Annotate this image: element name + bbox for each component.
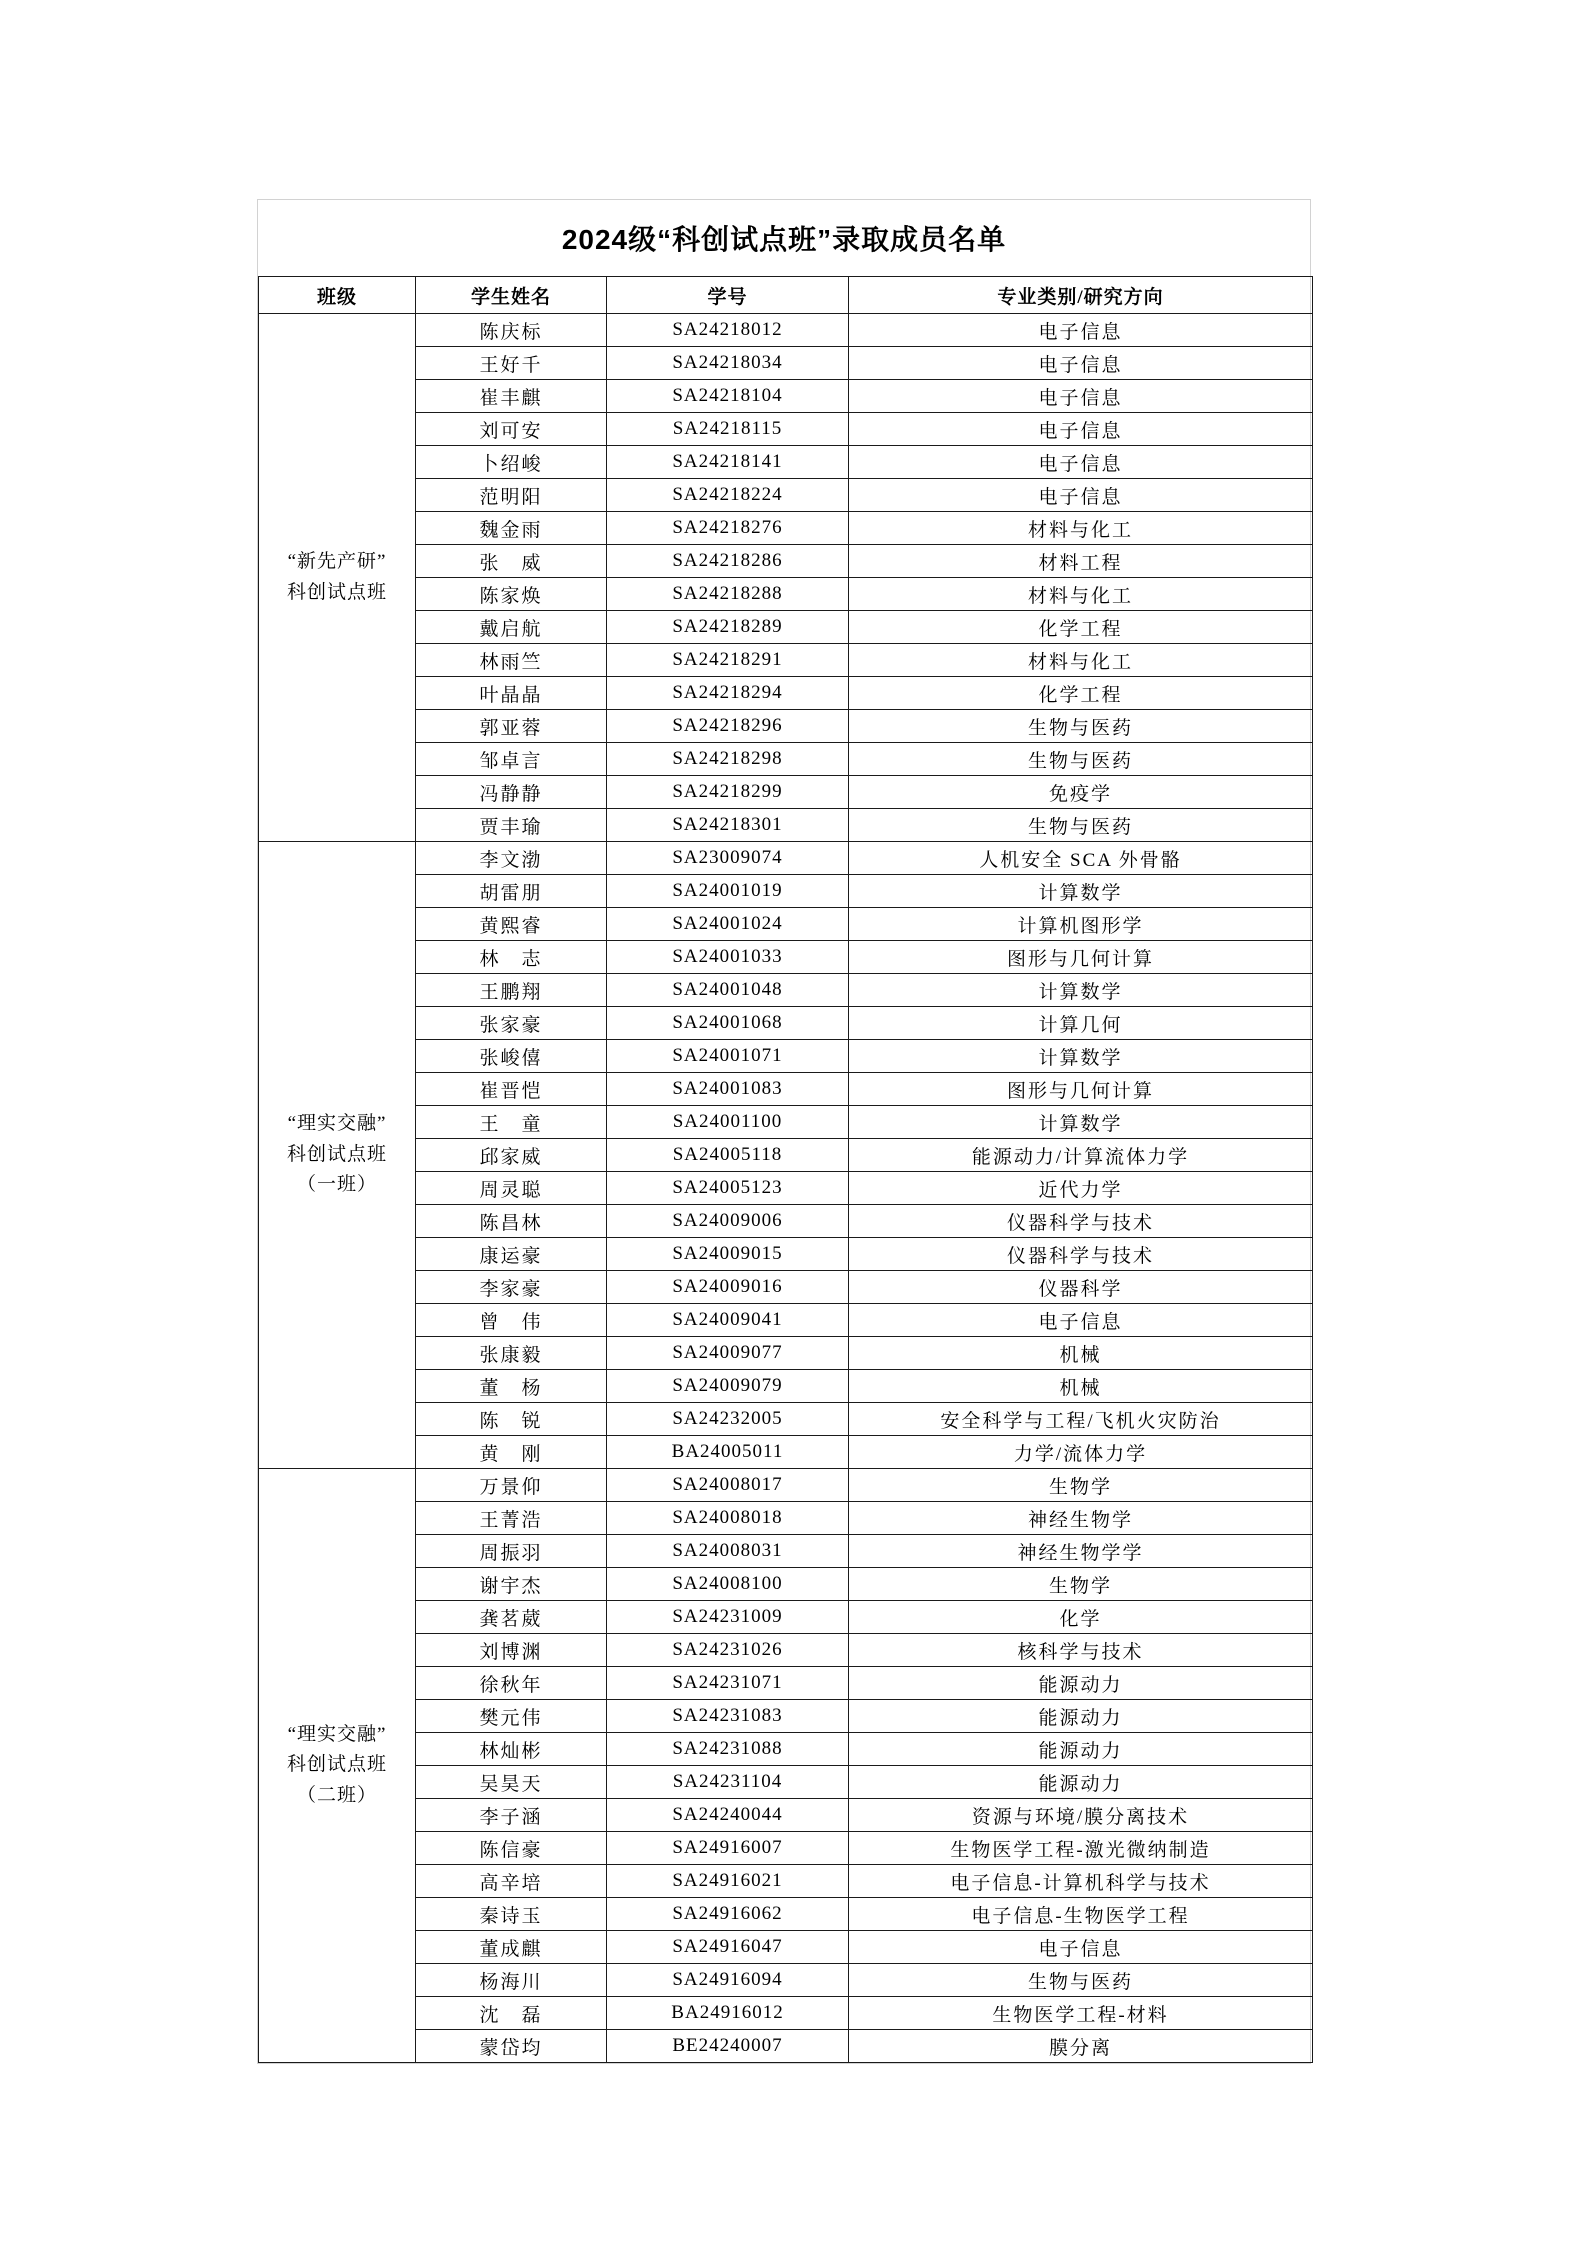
- table-body: [259, 314, 1313, 2063]
- student-id-cell: SA24218298: [607, 743, 849, 776]
- student-name-cell: 冯静静: [416, 776, 607, 809]
- table-row: [259, 479, 1313, 512]
- table-row: [259, 710, 1313, 743]
- student-id-cell: SA24001068: [607, 1007, 849, 1040]
- student-name-cell: 杨海川: [416, 1964, 607, 1997]
- student-id-cell: SA24009077: [607, 1337, 849, 1370]
- student-id-cell: SA24001071: [607, 1040, 849, 1073]
- table-row: [259, 677, 1313, 710]
- student-id-cell: SA24218286: [607, 545, 849, 578]
- major-cell: 力学/流体力学: [849, 1436, 1313, 1469]
- student-name-cell: 曾 伟: [416, 1304, 607, 1337]
- student-name-cell: 周灵聪: [416, 1172, 607, 1205]
- student-name-cell: 蒙岱均: [416, 2030, 607, 2063]
- table-row: [259, 776, 1313, 809]
- student-id-cell: SA24218034: [607, 347, 849, 380]
- table-row: [259, 545, 1313, 578]
- major-cell: 材料与化工: [849, 644, 1313, 677]
- major-cell: 机械: [849, 1370, 1313, 1403]
- major-cell: 电子信息: [849, 413, 1313, 446]
- student-name-cell: 王鹏翔: [416, 974, 607, 1007]
- major-cell: 电子信息-生物医学工程: [849, 1898, 1313, 1931]
- major-cell: 电子信息: [849, 479, 1313, 512]
- student-id-cell: BE24240007: [607, 2030, 849, 2063]
- student-id-cell: SA24008017: [607, 1469, 849, 1502]
- major-cell: 生物医学工程-材料: [849, 1997, 1313, 2030]
- major-cell: 仪器科学: [849, 1271, 1313, 1304]
- student-id-cell: SA24001019: [607, 875, 849, 908]
- major-cell: 免疫学: [849, 776, 1313, 809]
- student-name-cell: 秦诗玉: [416, 1898, 607, 1931]
- major-cell: 化学工程: [849, 611, 1313, 644]
- student-id-cell: SA24232005: [607, 1403, 849, 1436]
- student-id-cell: SA24009016: [607, 1271, 849, 1304]
- table-row: [259, 1139, 1313, 1172]
- student-name-cell: 高辛培: [416, 1865, 607, 1898]
- table-row: [259, 578, 1313, 611]
- student-name-cell: 邱家威: [416, 1139, 607, 1172]
- major-cell: 生物与医药: [849, 809, 1313, 842]
- table-row: [259, 413, 1313, 446]
- student-name-cell: 张峻僖: [416, 1040, 607, 1073]
- header-cell: 学号: [607, 277, 849, 314]
- table-row: [259, 1898, 1313, 1931]
- table-row: [259, 1007, 1313, 1040]
- table-row: [259, 1832, 1313, 1865]
- student-name-cell: 李子涵: [416, 1799, 607, 1832]
- student-name-cell: 黄 刚: [416, 1436, 607, 1469]
- table-row: [259, 380, 1313, 413]
- table-row: [259, 1469, 1313, 1502]
- student-id-cell: SA24008100: [607, 1568, 849, 1601]
- major-cell: 化学工程: [849, 677, 1313, 710]
- major-cell: 安全科学与工程/飞机火灾防治: [849, 1403, 1313, 1436]
- major-cell: 化学: [849, 1601, 1313, 1634]
- major-cell: 能源动力: [849, 1733, 1313, 1766]
- major-cell: 图形与几何计算: [849, 1073, 1313, 1106]
- student-name-cell: 徐秋年: [416, 1667, 607, 1700]
- student-name-cell: 董成麒: [416, 1931, 607, 1964]
- major-cell: 生物与医药: [849, 710, 1313, 743]
- major-cell: 图形与几何计算: [849, 941, 1313, 974]
- major-cell: 膜分离: [849, 2030, 1313, 2063]
- student-name-cell: 崔晋恺: [416, 1073, 607, 1106]
- student-id-cell: SA24231088: [607, 1733, 849, 1766]
- student-id-cell: SA24218299: [607, 776, 849, 809]
- student-id-cell: SA24218224: [607, 479, 849, 512]
- major-cell: 电子信息-计算机科学与技术: [849, 1865, 1313, 1898]
- student-id-cell: SA24001033: [607, 941, 849, 974]
- table-row: [259, 743, 1313, 776]
- page-title: 2024级“科创试点班”录取成员名单: [561, 224, 1007, 255]
- student-id-cell: SA24005123: [607, 1172, 849, 1205]
- student-name-cell: 张家豪: [416, 1007, 607, 1040]
- major-cell: 材料工程: [849, 545, 1313, 578]
- header-cell: 专业类别/研究方向: [849, 277, 1313, 314]
- student-name-cell: 龚茗葳: [416, 1601, 607, 1634]
- major-cell: 仪器科学与技术: [849, 1238, 1313, 1271]
- table-row: [259, 809, 1313, 842]
- student-id-cell: SA23009074: [607, 842, 849, 875]
- student-name-cell: 贾丰瑜: [416, 809, 607, 842]
- student-id-cell: SA24008031: [607, 1535, 849, 1568]
- major-cell: 电子信息: [849, 1931, 1313, 1964]
- student-id-cell: SA24009079: [607, 1370, 849, 1403]
- student-name-cell: 谢宇杰: [416, 1568, 607, 1601]
- major-cell: 生物学: [849, 1469, 1313, 1502]
- student-name-cell: 范明阳: [416, 479, 607, 512]
- student-name-cell: 李文渤: [416, 842, 607, 875]
- student-name-cell: 吴昊天: [416, 1766, 607, 1799]
- student-id-cell: SA24009006: [607, 1205, 849, 1238]
- table-row: [259, 1964, 1313, 1997]
- table-row: [259, 1634, 1313, 1667]
- student-name-cell: 崔丰麒: [416, 380, 607, 413]
- header-row: [259, 277, 1313, 314]
- class-label-cell: “理实交融” 科创试点班 （一班）: [259, 842, 416, 1469]
- student-id-cell: SA24009015: [607, 1238, 849, 1271]
- student-id-cell: SA24218104: [607, 380, 849, 413]
- table-row: [259, 347, 1313, 380]
- student-id-cell: SA24916021: [607, 1865, 849, 1898]
- student-id-cell: SA24916062: [607, 1898, 849, 1931]
- class-label-cell: “新先产研” 科创试点班: [259, 314, 416, 842]
- student-name-cell: 王好千: [416, 347, 607, 380]
- student-id-cell: SA24916047: [607, 1931, 849, 1964]
- student-id-cell: SA24218288: [607, 578, 849, 611]
- major-cell: 近代力学: [849, 1172, 1313, 1205]
- table-row: [259, 941, 1313, 974]
- major-cell: 机械: [849, 1337, 1313, 1370]
- student-name-cell: 黄熙睿: [416, 908, 607, 941]
- major-cell: 能源动力: [849, 1667, 1313, 1700]
- student-id-cell: SA24218115: [607, 413, 849, 446]
- student-id-cell: BA24916012: [607, 1997, 849, 2030]
- student-name-cell: 陈信豪: [416, 1832, 607, 1865]
- major-cell: 核科学与技术: [849, 1634, 1313, 1667]
- major-cell: 电子信息: [849, 380, 1313, 413]
- table-row: [259, 1172, 1313, 1205]
- roster-sheet: [257, 199, 1311, 2064]
- student-id-cell: SA24916007: [607, 1832, 849, 1865]
- student-name-cell: 陈家焕: [416, 578, 607, 611]
- major-cell: 生物医学工程-激光微纳制造: [849, 1832, 1313, 1865]
- header-cell: 班级: [259, 277, 416, 314]
- student-id-cell: SA24218301: [607, 809, 849, 842]
- table-row: [259, 314, 1313, 347]
- student-name-cell: 郭亚蓉: [416, 710, 607, 743]
- student-name-cell: 周振羽: [416, 1535, 607, 1568]
- student-id-cell: SA24218294: [607, 677, 849, 710]
- table-row: [259, 1205, 1313, 1238]
- student-id-cell: SA24001083: [607, 1073, 849, 1106]
- student-id-cell: SA24916094: [607, 1964, 849, 1997]
- student-id-cell: SA24218289: [607, 611, 849, 644]
- major-cell: 电子信息: [849, 347, 1313, 380]
- student-id-cell: SA24218141: [607, 446, 849, 479]
- table-row: [259, 974, 1313, 1007]
- major-cell: 电子信息: [849, 1304, 1313, 1337]
- table-row: [259, 1073, 1313, 1106]
- table-row: [259, 1568, 1313, 1601]
- table-row: [259, 1865, 1313, 1898]
- student-id-cell: SA24240044: [607, 1799, 849, 1832]
- student-id-cell: SA24231009: [607, 1601, 849, 1634]
- table-row: [259, 1700, 1313, 1733]
- table-row: [259, 1403, 1313, 1436]
- student-name-cell: 董 杨: [416, 1370, 607, 1403]
- student-name-cell: 刘博渊: [416, 1634, 607, 1667]
- table-row: [259, 1733, 1313, 1766]
- major-cell: 仪器科学与技术: [849, 1205, 1313, 1238]
- student-name-cell: 陈 锐: [416, 1403, 607, 1436]
- student-name-cell: 沈 磊: [416, 1997, 607, 2030]
- class-label-cell: “理实交融” 科创试点班 （二班）: [259, 1469, 416, 2063]
- student-name-cell: 卜绍峻: [416, 446, 607, 479]
- major-cell: 神经生物学: [849, 1502, 1313, 1535]
- student-name-cell: 万景仰: [416, 1469, 607, 1502]
- table-row: [259, 1997, 1313, 2030]
- table-row: [259, 1106, 1313, 1139]
- student-name-cell: 陈庆标: [416, 314, 607, 347]
- table-row: [259, 1304, 1313, 1337]
- major-cell: 计算数学: [849, 875, 1313, 908]
- table-row: [259, 611, 1313, 644]
- student-id-cell: SA24218276: [607, 512, 849, 545]
- table-row: [259, 1667, 1313, 1700]
- student-name-cell: 戴启航: [416, 611, 607, 644]
- student-name-cell: 王 童: [416, 1106, 607, 1139]
- student-name-cell: 魏金雨: [416, 512, 607, 545]
- student-name-cell: 康运豪: [416, 1238, 607, 1271]
- student-name-cell: 胡雷朋: [416, 875, 607, 908]
- table-row: [259, 2030, 1313, 2063]
- table-row: [259, 908, 1313, 941]
- student-name-cell: 邹卓言: [416, 743, 607, 776]
- student-name-cell: 林 志: [416, 941, 607, 974]
- student-name-cell: 张康毅: [416, 1337, 607, 1370]
- table-row: [259, 1271, 1313, 1304]
- table-row: [259, 1436, 1313, 1469]
- table-row: [259, 644, 1313, 677]
- major-cell: 人机安全 SCA 外骨骼: [849, 842, 1313, 875]
- student-id-cell: SA24001024: [607, 908, 849, 941]
- student-name-cell: 叶晶晶: [416, 677, 607, 710]
- student-id-cell: SA24231104: [607, 1766, 849, 1799]
- student-id-cell: BA24005011: [607, 1436, 849, 1469]
- table-row: [259, 1502, 1313, 1535]
- table-row: [259, 1931, 1313, 1964]
- student-id-cell: SA24001100: [607, 1106, 849, 1139]
- student-name-cell: 李家豪: [416, 1271, 607, 1304]
- roster-table: [258, 276, 1313, 2063]
- major-cell: 能源动力: [849, 1700, 1313, 1733]
- student-id-cell: SA24218291: [607, 644, 849, 677]
- student-name-cell: 王菁浩: [416, 1502, 607, 1535]
- student-id-cell: SA24231071: [607, 1667, 849, 1700]
- table-row: [259, 1040, 1313, 1073]
- major-cell: 生物与医药: [849, 1964, 1313, 1997]
- major-cell: 计算数学: [849, 974, 1313, 1007]
- major-cell: 计算机图形学: [849, 908, 1313, 941]
- major-cell: 计算几何: [849, 1007, 1313, 1040]
- major-cell: 计算数学: [849, 1106, 1313, 1139]
- student-name-cell: 张 威: [416, 545, 607, 578]
- student-id-cell: SA24005118: [607, 1139, 849, 1172]
- major-cell: 材料与化工: [849, 578, 1313, 611]
- student-name-cell: 林灿彬: [416, 1733, 607, 1766]
- student-name-cell: 刘可安: [416, 413, 607, 446]
- student-id-cell: SA24218296: [607, 710, 849, 743]
- major-cell: 计算数学: [849, 1040, 1313, 1073]
- table-row: [259, 1799, 1313, 1832]
- student-name-cell: 陈昌林: [416, 1205, 607, 1238]
- major-cell: 生物学: [849, 1568, 1313, 1601]
- major-cell: 生物与医药: [849, 743, 1313, 776]
- major-cell: 神经生物学学: [849, 1535, 1313, 1568]
- student-id-cell: SA24009041: [607, 1304, 849, 1337]
- header-cell: 学生姓名: [416, 277, 607, 314]
- major-cell: 资源与环境/膜分离技术: [849, 1799, 1313, 1832]
- major-cell: 电子信息: [849, 446, 1313, 479]
- major-cell: 能源动力/计算流体力学: [849, 1139, 1313, 1172]
- table-row: [259, 1601, 1313, 1634]
- student-id-cell: SA24231083: [607, 1700, 849, 1733]
- major-cell: 电子信息: [849, 314, 1313, 347]
- major-cell: 能源动力: [849, 1766, 1313, 1799]
- table-row: [259, 512, 1313, 545]
- table-row: [259, 1370, 1313, 1403]
- table-header: [259, 277, 1313, 314]
- student-name-cell: 林雨竺: [416, 644, 607, 677]
- table-row: [259, 1337, 1313, 1370]
- student-id-cell: SA24218012: [607, 314, 849, 347]
- table-row: [259, 446, 1313, 479]
- student-id-cell: SA24001048: [607, 974, 849, 1007]
- table-row: [259, 875, 1313, 908]
- student-id-cell: SA24231026: [607, 1634, 849, 1667]
- student-id-cell: SA24008018: [607, 1502, 849, 1535]
- student-name-cell: 樊元伟: [416, 1700, 607, 1733]
- table-row: [259, 1766, 1313, 1799]
- major-cell: 材料与化工: [849, 512, 1313, 545]
- table-row: [259, 1238, 1313, 1271]
- table-row: [259, 1535, 1313, 1568]
- table-row: [259, 842, 1313, 875]
